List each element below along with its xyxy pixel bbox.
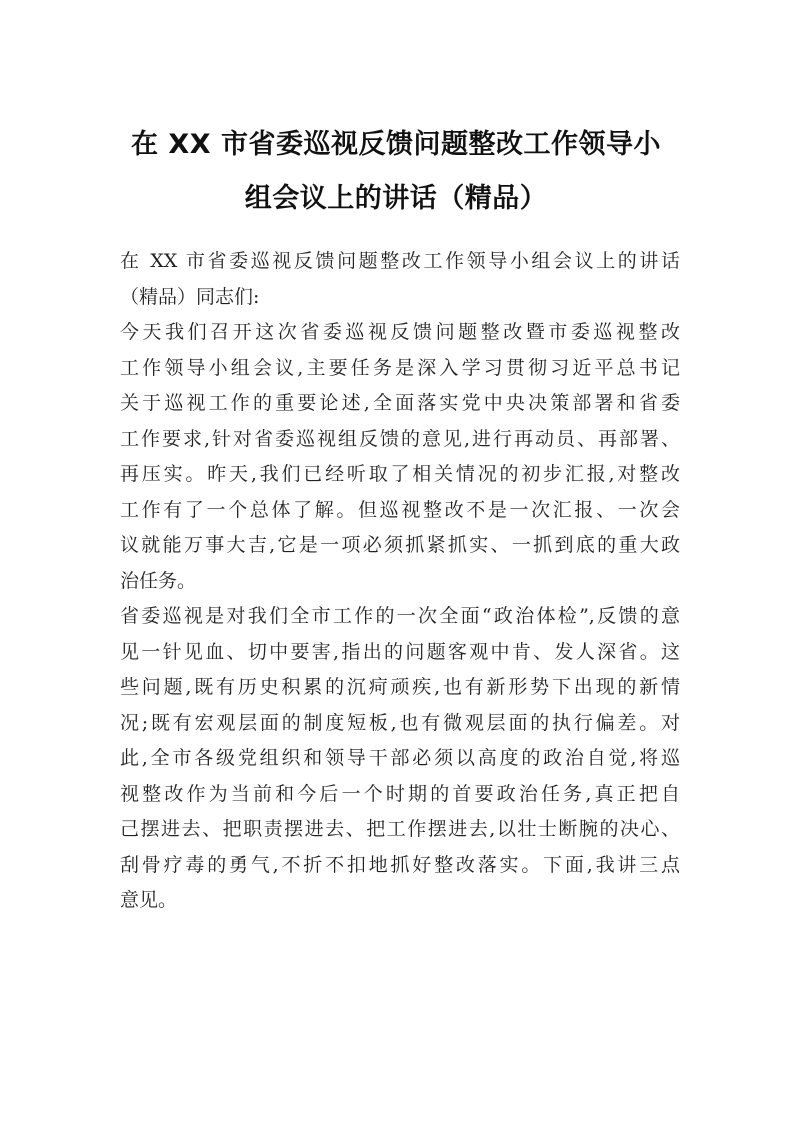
text-line: 关于巡视工作的重要论述,全面落实党中央决策部署和省委 [120, 392, 680, 414]
text-line: 见一针见血、切中要害,指出的问题客观中肯、发人深省。这 [120, 640, 680, 663]
title-line-1: 在 XX 市省委巡视反馈问题整改工作领导小 [131, 129, 661, 160]
text-line: 治任务。 [120, 569, 197, 592]
text-line: 刮骨疗毒的勇气,不折不扣地抓好整改落实。下面,我讲三点 [120, 853, 680, 876]
text-line: 在 XX 市省委巡视反馈问题整改工作领导小组会议上的讲话 [120, 250, 680, 272]
paragraph-inspection [120, 599, 680, 919]
document-title [96, 118, 696, 226]
text-line: 工作要求,针对省委巡视组反馈的意见,进行再动员、再部署、 [120, 427, 680, 450]
title-line-2: 组会议上的讲话（精品） [244, 183, 548, 214]
text-line: 意见。 [120, 889, 178, 911]
document-body [120, 244, 680, 919]
text-line: 己摆进去、把职责摆进去、把工作摆进去,以壮士断腕的决心、 [120, 818, 680, 840]
text-line: （精品）同志们: [120, 285, 260, 308]
text-line: 此,全市各级党组织和领导干部必须以高度的政治自觉,将巡 [120, 747, 680, 769]
text-line: 工作有了一个总体了解。但巡视整改不是一次汇报、一次会 [120, 498, 680, 521]
text-line: 况;既有宏观层面的制度短板,也有微观层面的执行偏差。对 [120, 711, 680, 734]
text-line: 今天我们召开这次省委巡视反馈问题整改暨市委巡视整改 [120, 321, 680, 343]
paragraph-salutation [120, 244, 680, 315]
text-line: 省委巡视是对我们全市工作的一次全面“政治体检”,反馈的意 [120, 605, 680, 627]
text-line: 工作领导小组会议,主要任务是深入学习贯彻习近平总书记 [120, 356, 680, 379]
text-line: 再压实。昨天,我们已经听取了相关情况的初步汇报,对整改 [120, 463, 680, 485]
text-line: 视整改作为当前和今后一个时期的首要政治任务,真正把自 [120, 782, 680, 805]
paragraph-intro [120, 315, 680, 599]
text-line: 议就能万事大吉,它是一项必须抓紧抓实、一抓到底的重大政 [120, 534, 680, 556]
text-line: 些问题,既有历史积累的沉疴顽疾,也有新形势下出现的新情 [120, 676, 680, 698]
